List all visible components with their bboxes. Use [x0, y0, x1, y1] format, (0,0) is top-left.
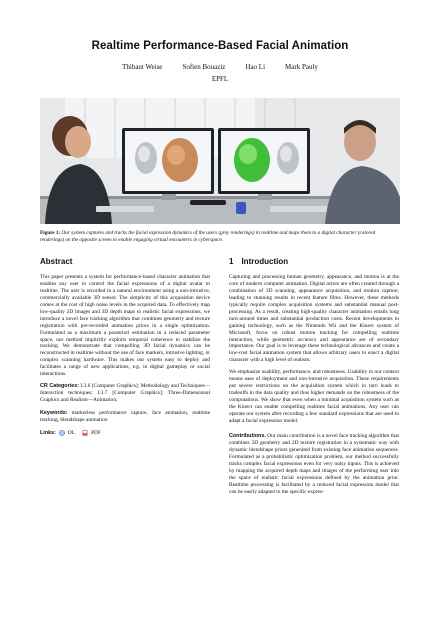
- cr-categories-text: I.3.6 [Computer Graphics]: Methodology and Techniques—Interaction techniques; I.3.7 [Computer Graphics]: Three-Dimensional Graphics and Realism—Animation;: [40, 383, 210, 404]
- author-name: Thibaut Weise: [122, 63, 163, 71]
- keywords: [40, 410, 210, 424]
- contributions-label: Contributions.: [229, 432, 266, 439]
- figure-caption-text: Our system captures and tracks the facial expression dynamics of the users (grey renderings) in realtime and maps them to a digital character (colored renderings) on the opposite screen to enable engaging virtual encounters in cyberspace.: [40, 230, 376, 243]
- cr-categories-label: CR Categories:: [40, 383, 79, 390]
- abstract-text: This paper presents a system for performance-based character animation that enables any user to control the facial expressions of a digital avatar in realtime. The user is recorded in a natural environment using a non-intrusive, commercially available 3D sensor. The simplicity of this acquisition device comes at the cost of high noise levels in the acquired data. To effectively map low-quality 2D images and 3D depth maps to realistic facial expressions, we introduce a novel face tracking algorithm that combines geometry and texture registration with pre-recorded animation priors in a single optimization. Formulated as a maximum a posteriori estimation in a reduced parameter space, our method implicitly exploits temporal coherence to stabilize the tracking. We demonstrate that compelling 3D facial dynamics can be reconstructed in realtime without the use of face markers, intrusive lighting, or complex scanning hardware. This makes our system easy to deploy and facilitates a range of new applications, e.g. in digital gameplay or social interactions.: [40, 273, 210, 378]
- globe-icon: [59, 430, 65, 436]
- author-name: Sofien Bouaziz: [182, 63, 226, 71]
- teaser-photo: [40, 98, 400, 224]
- intro-heading: [229, 259, 399, 266]
- intro-paragraph: Capturing and processing human geometry, appearance, and motion is at the core of modern computer animation. Digital actors are often created through a combination of 3D scanning, appearance acquisition, and motion capture, leading to stunning results in recent feature films. However, these methods typically require complex acquisition systems and substantial manual post-processing. As a result, creating high-quality character animation entails long turn-around times and substantial production costs. Recent developments in gaming technology, such as the Nintendo Wii and the Kinect system of Microsoft, focus on robust motion tracking for compelling realtime interaction, while geometric accuracy and appearance are of secondary importance. Our goal is to leverage these technological advances and create a low-cost facial animation system that allows arbitrary users to enact a digital character with a high level of realism.: [229, 273, 399, 364]
- contributions-text: Our main contribution is a novel face tracking algorithm that combines 3D geometry and 2D texture registration in a systematic way with dynamic blendshape priors generated from existing face animation sequences. Formulated as a probabilistic optimization problem, our method successfully tracks complex facial expressions even for very noisy inputs. This is achieved by mapping the acquired depth maps and images of the performing user into the space of realistic facial expressions defined by the animation prior. Realtime processing is facilitated by a reduced facial expression model that can be easily adapted to the specific expres-: [229, 432, 399, 495]
- cr-categories: [40, 383, 210, 404]
- affiliation: EPFL: [211, 75, 229, 83]
- pdf-link[interactable]: PDF: [91, 430, 101, 437]
- figure-caption: [40, 230, 400, 243]
- intro-paragraph: We emphasize usability, performance, and robustness. Usability in our context means ease of deployment and non-intrusive acquisition. These requirements put severe restrictions on the acquisition system which in turn leads to tradeoffs in the data quality and thus higher demands on the robustness of the computations. We show that even when a minimal acquisition system such as the Kinect can enable compelling realtime facial animations. Any user can operate our system after recording a few standard expressions that are used to adapt a facial expression model.: [229, 369, 399, 425]
- figure-label: Figure 1:: [40, 230, 61, 236]
- pdf-icon: [82, 430, 88, 436]
- keywords-label: Keywords:: [40, 410, 68, 417]
- author-name: Mark Pauly: [285, 63, 318, 71]
- links-label: Links:: [40, 430, 56, 437]
- monitor-right: [218, 128, 310, 200]
- abstract-heading: Abstract: [40, 257, 73, 266]
- contributions-paragraph: [229, 433, 399, 496]
- paper-title: Realtime Performance-Based Facial Animation: [91, 40, 349, 52]
- teaser-figure: [40, 98, 400, 224]
- links-row: [40, 430, 210, 437]
- keywords-text: markerless performance capture, face animation, realtime tracking, blendshape animation: [40, 410, 210, 424]
- monitor-left: [122, 128, 214, 200]
- section-title: Introduction: [241, 257, 289, 266]
- section-number: 1: [229, 257, 234, 266]
- dl-link[interactable]: DL: [67, 430, 76, 437]
- left-column: [40, 259, 210, 437]
- author-name: Hao Li: [245, 63, 266, 71]
- right-column: [229, 259, 399, 501]
- author-list: [0, 63, 440, 71]
